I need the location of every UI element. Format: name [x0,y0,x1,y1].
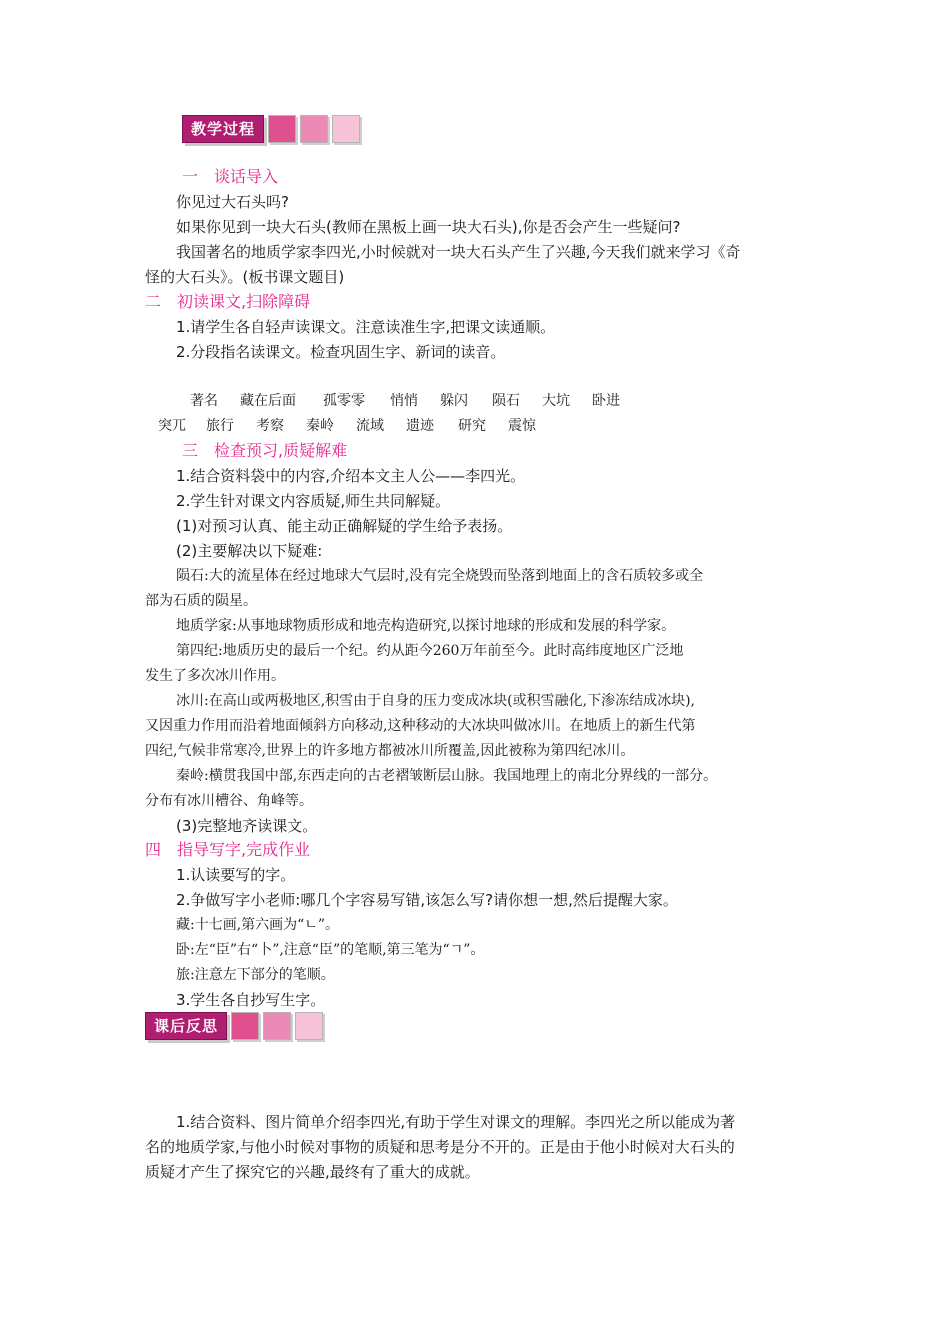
decorative-square [263,1012,291,1040]
paragraph-line: 怪的大石头》。(板书课文题目) [145,268,345,286]
part1-heading: 一 谈话导入 [182,167,279,186]
vocab-word: 研究 [458,418,486,434]
vocab-word: 震惊 [508,418,536,434]
glossary-line: 又因重力作用而沿着地面倾斜方向移动,这种移动的大冰块叫做冰川。在地质上的新生代第 [145,718,696,734]
section-banner-after-class [145,1012,323,1040]
glossary-line: 部为石质的陨星。 [145,593,257,609]
vocab-word: 大坑 [542,393,570,409]
glossary-line: 第四纪:地质历史的最后一个纪。约从距今260万年前至今。此时高纬度地区广泛地 [176,643,684,659]
paragraph-line: 我国著名的地质学家李四光,小时候就对一块大石头产生了兴趣,今天我们就来学习《奇 [176,243,741,261]
vocab-word: 秦岭 [306,418,334,434]
paragraph-line: 2.争做写字小老师:哪几个字容易写错,该怎么写?请你想一想,然后提醒大家。 [176,891,678,909]
vocab-word: 孤零零 [323,393,365,409]
paragraph-line: (2)主要解决以下疑难: [176,542,323,560]
part2-heading: 二 初读课文,扫除障碍 [145,292,311,311]
glossary-line: 地质学家:从事地球物质形成和地壳构造研究,以探讨地球的形成和发展的科学家。 [176,618,676,634]
decorative-square [268,115,296,143]
note-line: 卧:左“臣”右“卜”,注意“臣”的笔顺,第三笔为“ㄱ”。 [176,942,485,958]
glossary-line: 陨石:大的流星体在经过地球大气层时,没有完全烧毁而坠落到地面上的含石质较多或全 [176,568,704,584]
paragraph-line: 2.学生针对课文内容质疑,师生共同解疑。 [176,492,451,510]
paragraph-line: 3.学生各自抄写生字。 [176,991,326,1009]
paragraph-line: 1.请学生各自轻声读课文。注意读准生字,把课文读通顺。 [176,318,556,336]
reflection-line: 1.结合资料、图片简单介绍李四光,有助于学生对课文的理解。李四光之所以能成为著 [176,1113,736,1131]
vocab-word: 流域 [356,418,384,434]
glossary-line: 四纪,气候非常寒冷,世界上的许多地方都被冰川所覆盖,因此被称为第四纪冰川。 [145,743,635,759]
note-line: 藏:十七画,第六画为“ㄴ”。 [176,917,340,933]
decorative-square [231,1012,259,1040]
paragraph-line: (3)完整地齐读课文。 [176,817,318,835]
vocab-word: 陨石 [492,393,520,409]
reflection-line: 质疑才产生了探究它的兴趣,最终有了重大的成就。 [145,1163,480,1181]
glossary-line: 冰川:在高山或两极地区,积雪由于自身的压力变成冰块(或积雪融化,下渗冻结成冰块), [176,693,695,709]
reflection-line: 名的地质学家,与他小时候对事物的质疑和思考是分不开的。正是由于他小时候对大石头的 [145,1138,735,1156]
section-title: 教学过程 [182,115,264,143]
vocab-row-1 [0,391,950,411]
vocab-word: 悄悄 [390,393,418,409]
paragraph-line: 你见过大石头吗? [176,193,289,211]
decorative-square [295,1012,323,1040]
vocab-word: 躲闪 [440,393,468,409]
vocab-word: 旅行 [206,418,234,434]
vocab-word: 卧进 [592,393,620,409]
part3-heading: 三 检查预习,质疑解难 [182,441,348,460]
paragraph-line: 1.结合资料袋中的内容,介绍本文主人公——李四光。 [176,467,526,485]
paragraph-line: (1)对预习认真、能主动正确解疑的学生给予表扬。 [176,517,513,535]
note-line: 旅:注意左下部分的笔顺。 [176,967,335,983]
decorative-square [332,115,360,143]
vocab-row-2 [0,416,950,436]
paragraph-line: 如果你见到一块大石头(教师在黑板上画一块大石头),你是否会产生一些疑问? [176,218,681,236]
vocab-word: 突兀 [158,418,186,434]
part4-heading: 四 指导写字,完成作业 [145,840,311,859]
paragraph-line: 1.认读要写的字。 [176,866,296,884]
vocab-word: 遗迹 [406,418,434,434]
vocab-word: 考察 [256,418,284,434]
glossary-line: 发生了多次冰川作用。 [145,668,285,684]
glossary-line: 分布有冰川槽谷、角峰等。 [145,793,313,809]
vocab-word: 著名 [190,393,218,409]
glossary-line: 秦岭:横贯我国中部,东西走向的古老褶皱断层山脉。我国地理上的南北分界线的一部分。 [176,768,718,784]
vocab-word: 藏在后面 [240,393,296,409]
section-banner-teaching-process [182,115,360,143]
decorative-square [300,115,328,143]
section-title: 课后反思 [145,1012,227,1040]
paragraph-line: 2.分段指名读课文。检查巩固生字、新词的读音。 [176,343,506,361]
